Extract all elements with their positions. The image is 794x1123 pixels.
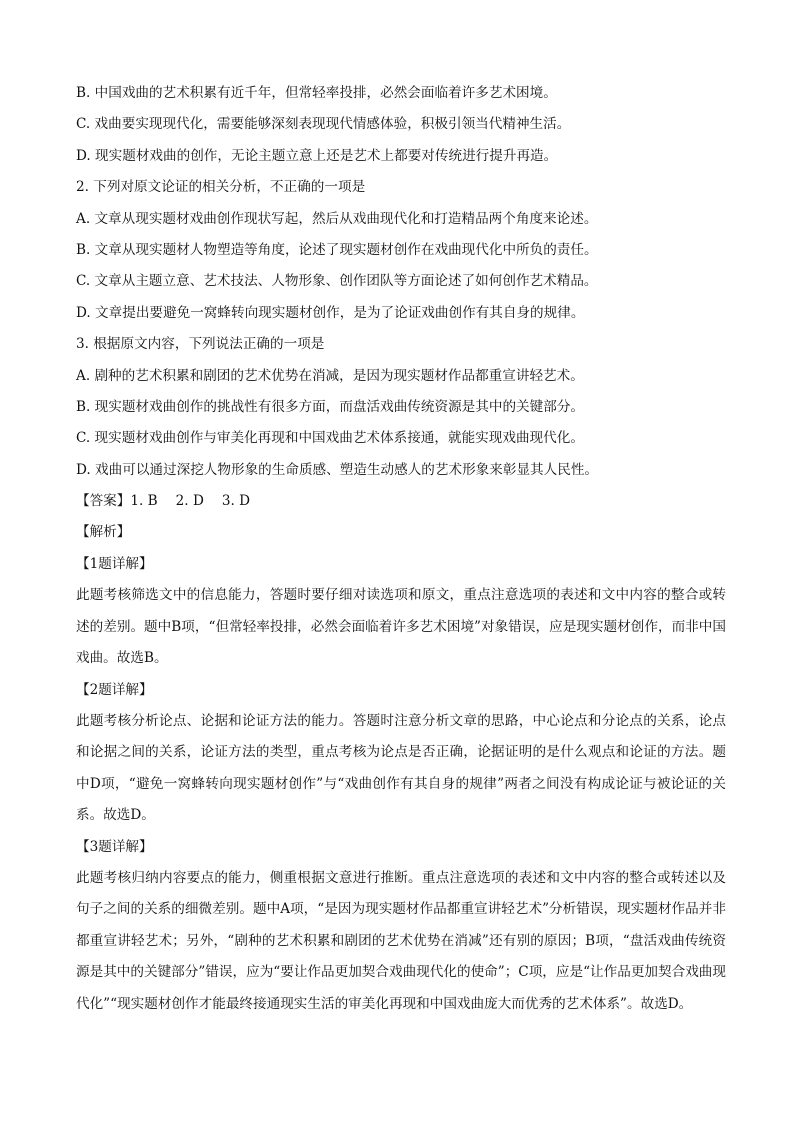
- detail-3-text: 此题考核归纳内容要点的能力，侧重根据文意进行推断。重点注意选项的表述和文中内容的整合或转述以及句子之间的关系的细微差别。题中A项，“是因为现实题材作品都重宣讲轻艺术”分析错误，现实题材作品并非都重宣讲轻艺术；另外，“剧种的艺术积累和剧团的艺术优势在消减”还有别的原因；B项，“盘活戏曲传统资源是其中的关键部分”错误，应为“要让作品更加契合戏曲现代化的使命”；C项，应是“让作品更加契合戏曲现代化”“现实题材创作才能最终接通现实生活的审美化再现和中国戏曲庞大而优秀的艺术体系”。故选D。: [76, 869, 726, 1012]
- q1-option-d: D. 现实题材戏曲的创作，无论主题立意上还是艺术上都要对传统进行提升再造。: [76, 147, 558, 164]
- q3-stem: 3. 根据原文内容，下列说法正确的一项是: [76, 336, 325, 353]
- document-page: [76, 78, 726, 1020]
- analysis-label: 【解析】: [76, 524, 131, 541]
- answer-item-2: 2. D: [175, 493, 204, 510]
- answer-label: 【答案】: [76, 493, 131, 510]
- answer-item-3: 3. D: [221, 493, 251, 510]
- q2-option-b: B. 文章从现实题材人物塑造等角度，论述了现实题材创作在戏曲现代化中所负的责任。: [76, 241, 598, 258]
- q2-stem: 2. 下列对原文论证的相关分析，不正确的一项是: [76, 179, 366, 196]
- q3-option-a: A. 剧种的艺术积累和剧团的艺术优势在消减，是因为现实题材作品都重宣讲轻艺术。: [76, 367, 584, 384]
- q2-option-a: A. 文章从现实题材戏曲创作现状写起，然后从戏曲现代化和打造精品两个角度来论述。: [76, 210, 598, 227]
- q3-option-b: B. 现实题材戏曲创作的挑战性有很多方面，而盘活戏曲传统资源是其中的关键部分。: [76, 398, 585, 415]
- q2-option-c: C. 文章从主题立意、艺术技法、人物形象、创作团队等方面论述了如何创作艺术精品。: [76, 273, 598, 290]
- q1-option-c: C. 戏曲要实现现代化，需要能够深刻表现现代情感体验，积极引领当代精神生活。: [76, 116, 571, 133]
- q2-option-d: D. 文章提出要避免一窝蜂转向现实题材创作，是为了论证戏曲创作有其自身的规律。: [76, 304, 585, 321]
- detail-2-text: 此题考核分析论点、论据和论证方法的能力。答题时注意分析文章的思路，中心论点和分论点的关系，论点和论据之间的关系，论证方法的类型，重点考核为论点是否正确，论据证明的是什么观点和论证的方法。题中D项，“避免一窝蜂转向现实题材创作”与“戏曲创作有其自身的规律”两者之间没有构成论证与被论证的关系。故选D。: [76, 712, 726, 824]
- q3-option-c: C. 现实题材戏曲创作与审美化再现和中国戏曲艺术体系接通，就能实现戏曲现代化。: [76, 430, 584, 447]
- detail-1-label: 【1题详解】: [76, 555, 153, 572]
- detail-2-label: 【2题详解】: [76, 681, 153, 698]
- q3-option-d: D. 戏曲可以通过深挖人物形象的生命质感、塑造生动感人的艺术形象来彰显其人民性。: [76, 461, 599, 478]
- q1-option-b: B. 中国戏曲的艺术积累有近千年，但常轻率投排，必然会面临着许多艺术困境。: [76, 85, 557, 101]
- detail-3-label: 【3题详解】: [76, 838, 153, 855]
- detail-1-text: 此题考核筛选文中的信息能力，答题时要仔细对读选项和原文，重点注意选项的表述和文中内容的整合或转述的差别。题中B项，“但常轻率投排，必然会面临着许多艺术困境”对象错误，应是现实题材创作，而非中国戏曲。故选B。: [76, 587, 726, 667]
- answer-item-1: 1. B: [130, 493, 158, 510]
- answer-line: [76, 486, 726, 517]
